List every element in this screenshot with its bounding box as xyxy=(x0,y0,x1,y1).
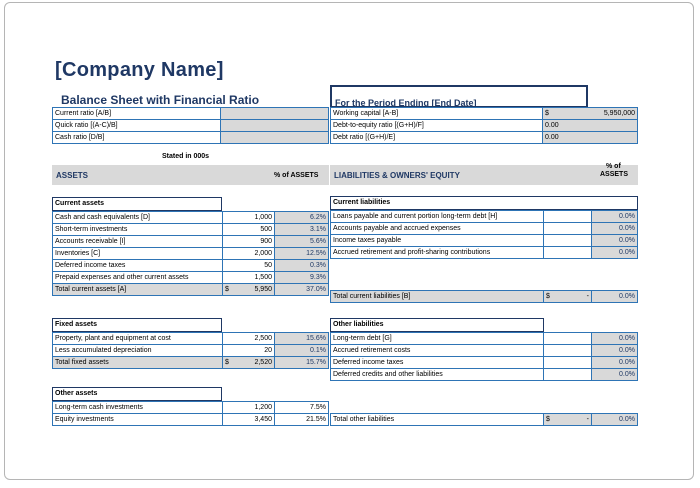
row-label: Long-term debt [G] xyxy=(331,333,544,345)
row-label: Long-term cash investments xyxy=(53,402,223,414)
row-pct: 0.0% xyxy=(592,333,638,345)
assets-title: ASSETS xyxy=(56,171,89,180)
row-value[interactable] xyxy=(544,345,592,357)
row-label: Prepaid expenses and other current assets xyxy=(53,272,223,284)
ratio-row xyxy=(53,132,329,144)
total-label: Total other liabilities xyxy=(331,414,544,426)
ratio-value-cell[interactable] xyxy=(221,132,329,144)
row-pct: 6.2% xyxy=(275,212,329,224)
other-assets-heading: Other assets xyxy=(52,387,222,401)
ratios-left-table xyxy=(52,107,329,144)
current-liabilities-heading: Current liabilities xyxy=(330,196,638,210)
row-value[interactable] xyxy=(544,357,592,369)
total-value-cell xyxy=(223,357,275,369)
row-pct: 9.3% xyxy=(275,272,329,284)
ratio-row xyxy=(53,108,329,120)
row-pct: 0.0% xyxy=(592,235,638,247)
table-row xyxy=(331,345,638,357)
total-value-cell xyxy=(544,291,592,303)
fixed-assets-heading: Fixed assets xyxy=(52,318,222,332)
ratio-label: Debt ratio [(G+H)/E] xyxy=(331,132,543,144)
currency-symbol: $ xyxy=(225,286,229,293)
table-row xyxy=(53,333,329,345)
period-ending-field[interactable]: For the Period Ending [End Date] xyxy=(330,85,588,108)
row-label: Inventories [C] xyxy=(53,248,223,260)
total-pct: 0.0% xyxy=(592,414,638,426)
total-value: 5,950 xyxy=(254,286,272,293)
row-value[interactable]: 2,500 xyxy=(223,333,275,345)
row-label: Income taxes payable xyxy=(331,235,544,247)
fixed-assets-table xyxy=(52,332,329,369)
other-liabilities-table xyxy=(330,332,638,381)
total-pct: 15.7% xyxy=(275,357,329,369)
row-pct: 0.1% xyxy=(275,345,329,357)
row-pct: 0.0% xyxy=(592,357,638,369)
row-pct: 3.1% xyxy=(275,224,329,236)
row-label: Property, plant and equipment at cost xyxy=(53,333,223,345)
liabilities-title: LIABILITIES & OWNERS' EQUITY xyxy=(334,171,460,180)
total-label: Total current liabilities [B] xyxy=(331,291,544,303)
row-label: Less accumulated depreciation xyxy=(53,345,223,357)
current-liabilities-table xyxy=(330,210,638,259)
table-row xyxy=(331,369,638,381)
current-liabilities-total xyxy=(330,290,638,303)
row-pct: 0.0% xyxy=(592,247,638,259)
row-value[interactable] xyxy=(544,369,592,381)
total-row xyxy=(53,284,329,296)
row-value[interactable] xyxy=(544,247,592,259)
total-pct: 0.0% xyxy=(592,291,638,303)
total-value: 2,520 xyxy=(254,359,272,366)
total-row xyxy=(53,357,329,369)
liabilities-pct-label-1: % of xyxy=(606,163,621,170)
row-value[interactable] xyxy=(544,223,592,235)
table-row xyxy=(53,272,329,284)
other-liabilities-total xyxy=(330,413,638,426)
row-pct: 7.5% xyxy=(275,402,329,414)
row-pct: 0.0% xyxy=(592,223,638,235)
ratio-row xyxy=(331,120,638,132)
ratio-value[interactable]: 0.00 xyxy=(543,132,638,144)
row-pct: 0.0% xyxy=(592,211,638,223)
total-value: - xyxy=(586,293,589,300)
row-pct: 0.3% xyxy=(275,260,329,272)
row-value[interactable]: 20 xyxy=(223,345,275,357)
ratio-row xyxy=(331,132,638,144)
table-row xyxy=(53,414,329,426)
table-row xyxy=(53,402,329,414)
row-value[interactable]: 1,000 xyxy=(223,212,275,224)
ratio-label: Working capital [A-B] xyxy=(331,108,543,120)
total-value-cell xyxy=(544,414,592,426)
total-pct: 37.0% xyxy=(275,284,329,296)
row-label: Cash and cash equivalents [D] xyxy=(53,212,223,224)
total-value-cell xyxy=(223,284,275,296)
liabilities-header xyxy=(330,165,638,185)
sheet-subtitle: Balance Sheet with Financial Ratio xyxy=(61,93,260,107)
table-row xyxy=(331,357,638,369)
row-label: Accrued retirement and profit-sharing contributions xyxy=(331,247,544,259)
ratio-value-cell[interactable] xyxy=(221,120,329,132)
ratio-row xyxy=(331,108,638,120)
row-value[interactable]: 2,000 xyxy=(223,248,275,260)
ratio-value-cell[interactable] xyxy=(221,108,329,120)
liabilities-pct-label-2: ASSETS xyxy=(600,171,629,178)
table-row xyxy=(53,224,329,236)
ratio-label: Quick ratio [(A-C)/B] xyxy=(53,120,221,132)
company-name[interactable]: [Company Name] xyxy=(55,59,224,81)
row-value[interactable] xyxy=(544,333,592,345)
table-row xyxy=(331,333,638,345)
row-label: Deferred income taxes xyxy=(331,357,544,369)
table-row xyxy=(53,248,329,260)
row-label: Accounts payable and accrued expenses xyxy=(331,223,544,235)
row-label: Accrued retirement costs xyxy=(331,345,544,357)
current-assets-table xyxy=(52,211,329,296)
row-value[interactable]: 900 xyxy=(223,236,275,248)
assets-header xyxy=(52,165,329,185)
row-pct: 12.5% xyxy=(275,248,329,260)
total-value: - xyxy=(586,416,589,423)
row-value[interactable] xyxy=(544,235,592,247)
row-pct: 21.5% xyxy=(275,414,329,426)
ratios-right-table xyxy=(330,107,638,144)
currency-symbol: $ xyxy=(545,110,549,117)
row-pct: 0.0% xyxy=(592,369,638,381)
ratio-row xyxy=(53,120,329,132)
table-row xyxy=(53,212,329,224)
row-value[interactable]: 3,450 xyxy=(223,414,275,426)
ratio-label: Current ratio [A/B] xyxy=(53,108,221,120)
currency-symbol: $ xyxy=(225,359,229,366)
row-value[interactable]: 1,500 xyxy=(223,272,275,284)
ratio-label: Debt-to-equity ratio [(G+H)/F] xyxy=(331,120,543,132)
table-row xyxy=(331,247,638,259)
row-label: Deferred income taxes xyxy=(53,260,223,272)
row-pct: 5.6% xyxy=(275,236,329,248)
stated-in-note: Stated in 000s xyxy=(162,153,210,160)
currency-symbol: $ xyxy=(546,416,550,423)
ratio-value[interactable]: 0.00 xyxy=(543,120,638,132)
table-row xyxy=(331,211,638,223)
row-label: Deferred credits and other liabilities xyxy=(331,369,544,381)
row-label: Short-term investments xyxy=(53,224,223,236)
total-label: Total fixed assets xyxy=(53,357,223,369)
other-assets-table xyxy=(52,401,329,426)
ratio-value: 5,950,000 xyxy=(603,110,635,117)
table-row xyxy=(53,236,329,248)
spreadsheet-page xyxy=(4,2,694,480)
table-row xyxy=(331,235,638,247)
row-label: Equity investments xyxy=(53,414,223,426)
currency-symbol: $ xyxy=(546,293,550,300)
current-assets-heading: Current assets xyxy=(52,197,222,211)
row-value[interactable]: 50 xyxy=(223,260,275,272)
other-liabilities-heading: Other liabilities xyxy=(330,318,544,332)
ratio-label: Cash ratio [D/B] xyxy=(53,132,221,144)
total-row xyxy=(331,291,638,303)
total-label: Total current assets [A] xyxy=(53,284,223,296)
table-row xyxy=(53,260,329,272)
row-value[interactable] xyxy=(544,211,592,223)
row-value[interactable]: 1,200 xyxy=(223,402,275,414)
table-row xyxy=(53,345,329,357)
total-row xyxy=(331,414,638,426)
row-label: Loans payable and current portion long-term debt [H] xyxy=(331,211,544,223)
ratio-value-cell[interactable] xyxy=(543,108,638,120)
row-value[interactable]: 500 xyxy=(223,224,275,236)
row-pct: 15.6% xyxy=(275,333,329,345)
assets-pct-label: % of ASSETS xyxy=(274,172,319,179)
row-label: Accounts receivable [I] xyxy=(53,236,223,248)
table-row xyxy=(331,223,638,235)
row-pct: 0.0% xyxy=(592,345,638,357)
